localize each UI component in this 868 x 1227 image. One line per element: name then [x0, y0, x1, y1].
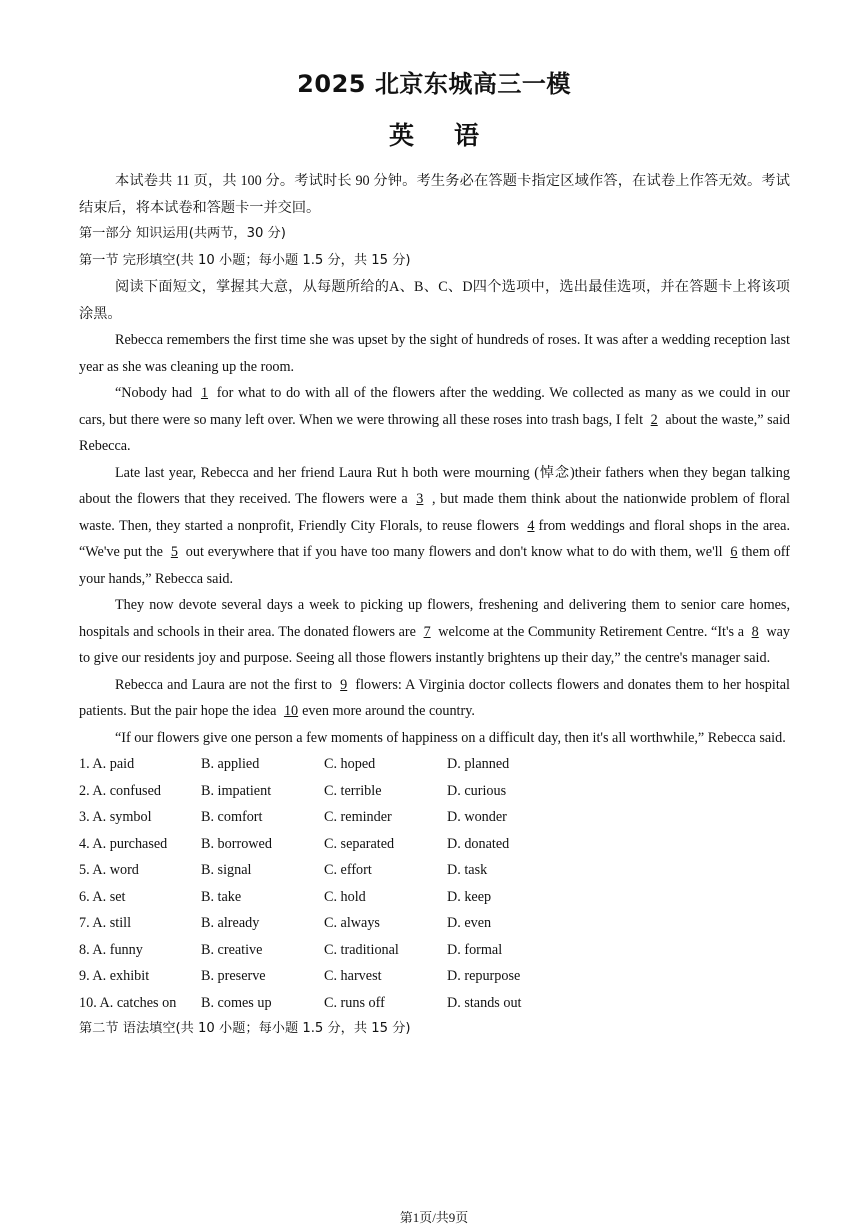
text-run: , but made them think about the nationwide problem of floral waste. Then, they started a nonprofit, Friendly City Florals, to reuse flowers	[79, 491, 790, 534]
option-c: C. reminder	[324, 809, 392, 825]
option-d: D. planned	[447, 756, 510, 772]
option-d: D. task	[447, 862, 488, 878]
blank-8: 8	[751, 623, 759, 640]
text-run: Late last year, Rebecca and her friend Laura Rut h both were mourning (悼念)their fathers when they began talking about the flowers that they received. The flowers were a	[79, 464, 790, 507]
option-row-4	[79, 831, 790, 858]
option-d: D. even	[447, 915, 492, 931]
option-a: 3. A. symbol	[79, 809, 152, 825]
text-run: Rebecca and Laura are not the first to	[115, 676, 337, 693]
text-run: They now devote several days a week to picking up flowers, freshening and delivering them to senior care homes, hospitals and schools in their area. The donated flowers are	[79, 597, 790, 640]
options-list	[79, 751, 790, 1016]
blank-9: 9	[340, 676, 348, 693]
blank-7: 7	[423, 623, 431, 640]
option-a: 6. A. set	[79, 888, 126, 905]
blank-2: 2	[650, 411, 658, 428]
option-a: 9. A. exhibit	[79, 968, 150, 984]
option-a: 4. A. purchased	[79, 835, 168, 852]
text-run: about the waste,” said Rebecca.	[79, 411, 790, 454]
blank-10: 10	[283, 703, 299, 719]
option-c: C. hold	[324, 888, 366, 905]
option-b: B. impatient	[201, 782, 272, 799]
cloze-instructions: 阅读下面短文，掌握其大意，从每题所给的A、B、C、D四个选项中，选出最佳选项，并在答题卡上将该项涂黑。	[79, 279, 790, 322]
blank-5: 5	[170, 544, 178, 560]
option-b: B. comes up	[201, 994, 272, 1011]
option-c: C. effort	[324, 862, 372, 878]
option-row-8	[79, 937, 790, 964]
option-b: B. already	[201, 915, 260, 931]
text-run: welcome at the Community Retirement Centre. “It's a	[434, 623, 748, 640]
text-run: even more around the country.	[302, 703, 475, 719]
section1-heading: 第一节 完形填空(共 10 小题；每小题 1.5 分，共 15 分)	[79, 252, 411, 268]
option-d: D. wonder	[447, 809, 507, 825]
exam-intro: 本试卷共 11 页，共 100 分。考试时长 90 分钟。考生务必在答题卡指定区域作答，在试卷上作答无效。考试结束后，将本试卷和答题卡一并交回。	[79, 173, 790, 216]
option-c: C. traditional	[324, 941, 399, 958]
option-d: D. donated	[447, 835, 510, 852]
option-c: C. separated	[324, 835, 395, 852]
option-d: D. repurpose	[447, 968, 521, 984]
option-b: B. preserve	[201, 968, 266, 984]
text-run: out everywhere that if you have too many flowers and don't know what to do with them, we'll	[181, 544, 727, 560]
option-a: 8. A. funny	[79, 941, 143, 958]
subject-title: 英语	[388, 121, 519, 150]
passage-paragraph-4	[79, 592, 790, 672]
option-row-1	[79, 751, 790, 778]
option-d: D. curious	[447, 782, 507, 799]
option-b: B. take	[201, 888, 242, 905]
option-a: 7. A. still	[79, 915, 132, 931]
exam-body	[79, 168, 790, 1043]
passage-paragraph-5	[79, 672, 790, 725]
option-d: D. keep	[447, 888, 492, 905]
passage-paragraph-1: Rebecca remembers the first time she was upset by the sight of hundreds of roses. It was after a wedding reception last year as she was cleaning up the room.	[79, 332, 790, 375]
option-b: B. applied	[201, 756, 260, 772]
passage-paragraph-6: “If our flowers give one person a few moments of happiness on a difficult day, then it's all worthwhile,” Rebecca said.	[115, 729, 786, 746]
option-d: D. stands out	[447, 994, 522, 1011]
option-row-5	[79, 857, 790, 884]
text-run: flowers: A Virginia doctor collects flowers and donates them to her hospital patients. But the pair hope the idea	[79, 676, 790, 719]
section2-heading: 第二节 语法填空(共 10 小题；每小题 1.5 分，共 15 分)	[79, 1021, 411, 1036]
option-row-2	[79, 778, 790, 805]
blank-4: 4	[527, 517, 535, 534]
text-run: them off your hands,” Rebecca said.	[79, 544, 790, 587]
option-c: C. harvest	[324, 968, 382, 984]
blank-3: 3	[416, 491, 424, 507]
option-row-3	[79, 804, 790, 831]
option-b: B. comfort	[201, 809, 263, 825]
option-a: 1. A. paid	[79, 756, 135, 772]
text-run: from weddings and floral shops in the area. “We've put the	[79, 517, 790, 560]
text-run: way to give our residents joy and purpose. Seeing all those flowers instantly brightens up their day,” the centre's manager said.	[79, 623, 790, 666]
option-row-9	[79, 963, 790, 990]
page-footer: 第1页/共9页	[399, 1210, 469, 1225]
option-row-10	[79, 990, 790, 1017]
option-c: C. always	[324, 915, 380, 931]
option-b: B. signal	[201, 862, 252, 878]
option-a: 5. A. word	[79, 862, 139, 878]
part1-heading: 第一部分 知识运用(共两节，30 分)	[79, 226, 286, 241]
blank-6: 6	[730, 544, 738, 560]
option-b: B. creative	[201, 941, 263, 958]
passage-paragraph-3	[79, 460, 790, 593]
option-c: C. hoped	[324, 756, 376, 772]
option-row-7	[79, 910, 790, 937]
option-d: D. formal	[447, 941, 503, 958]
option-row-6	[79, 884, 790, 911]
option-b: B. borrowed	[201, 835, 272, 852]
blank-1: 1	[200, 385, 209, 401]
option-a: 10. A. catches on	[79, 994, 177, 1011]
option-a: 2. A. confused	[79, 782, 161, 799]
option-c: C. runs off	[324, 994, 385, 1011]
text-run: for what to do with all of the flowers after the wedding. We collected as many as we could in our cars, but there were so many left over. When we were throwing all these roses into trash bags, I felt	[79, 385, 790, 428]
exam-title: 2025 北京东城高三一模	[297, 70, 571, 98]
option-c: C. terrible	[324, 782, 382, 799]
text-run: “Nobody had	[115, 385, 197, 401]
passage-paragraph-2	[79, 380, 790, 460]
